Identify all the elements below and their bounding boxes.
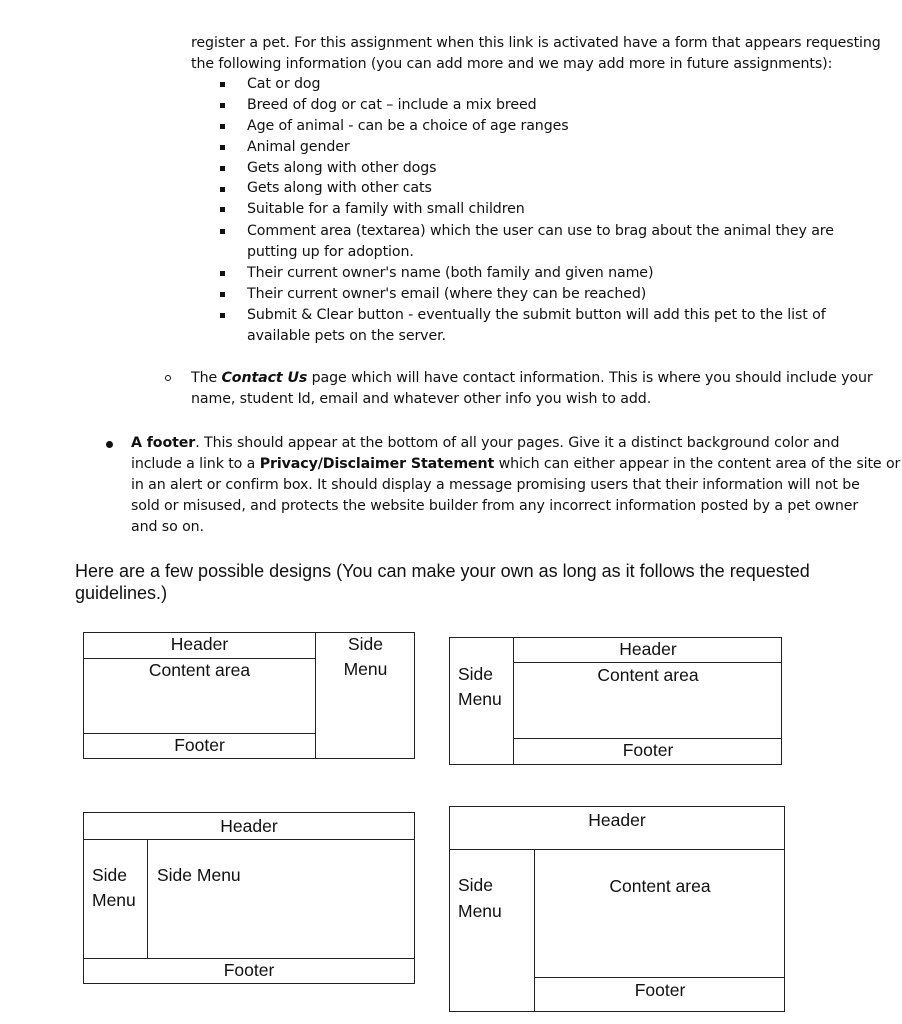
list-item-continuation: available pets on the server. [247, 328, 446, 344]
layout-2-footer-label: Footer [622, 740, 674, 760]
list-item: Suitable for a family with small children [247, 201, 525, 217]
layout-4-content-label: Content area [609, 876, 711, 896]
square-bullet-icon [220, 82, 225, 87]
square-bullet-icon [220, 292, 225, 297]
layout-2-side-label-1: Side [458, 664, 494, 684]
square-bullet-icon [220, 103, 225, 108]
footer-term: A footer [131, 435, 196, 451]
list-item: Their current owner's name (both family and given name) [247, 265, 654, 281]
square-bullet-icon [220, 207, 225, 212]
layout-3-header-label: Header [220, 816, 278, 836]
layout-2-header-label: Header [619, 639, 677, 659]
designs-heading-line-2: guidelines.) [75, 583, 168, 603]
footer-item-line-2: include a link to a Privacy/Disclaimer Statement which can either appear in the content area of the site or [131, 456, 901, 472]
layout-2-side-label-2: Menu [458, 689, 502, 709]
layout-4-header-label: Header [588, 810, 646, 830]
layout-3-right-side-menu-label: Side Menu [157, 865, 241, 885]
layout-1-side-label-1: Side [347, 634, 384, 654]
layout-3-footer-label: Footer [223, 960, 275, 980]
contact-us-line-1: The Contact Us page which will have contact information. This is where you should include your [191, 370, 873, 386]
intro-line-1: register a pet. For this assignment when this link is activated have a form that appears requesting [191, 35, 881, 51]
layout-3-side-label-1: Side [92, 865, 128, 885]
layout-4-side-label-1: Side [458, 875, 494, 895]
designs-heading-line-1: Here are a few possible designs (You can make your own as long as it follows the requested [75, 561, 810, 581]
list-item: Breed of dog or cat – include a mix breed [247, 97, 537, 113]
layout-1-footer-label: Footer [174, 735, 225, 755]
list-item: Cat or dog [247, 76, 321, 92]
contact-us-term: Contact Us [221, 370, 308, 386]
list-item: Their current owner's email (where they can be reached) [247, 286, 647, 302]
square-bullet-icon [220, 229, 225, 234]
list-item: Submit & Clear button - eventually the submit button will add this pet to the list of [247, 307, 826, 323]
list-item: Animal gender [247, 139, 350, 155]
list-item: Gets along with other cats [247, 180, 432, 196]
list-item-continuation: putting up for adoption. [247, 244, 414, 260]
privacy-disclaimer-term: Privacy/Disclaimer Statement [259, 456, 495, 472]
footer-item-line-3: in an alert or confirm box. It should display a message promising users that their information will not be [131, 477, 860, 493]
footer-item-line-4: sold or misused, and protects the website builder from any incorrect information posted by a pet owner [131, 498, 859, 514]
layout-4-side-label-2: Menu [458, 901, 502, 921]
circle-bullet-icon [165, 375, 171, 381]
square-bullet-icon [220, 124, 225, 129]
layout-1-content-label: Content area [148, 660, 251, 680]
disc-bullet-icon [106, 441, 113, 448]
square-bullet-icon [220, 187, 225, 192]
list-item: Comment area (textarea) which the user can use to brag about the animal they are [247, 223, 834, 239]
layout-2-content-label: Content area [597, 665, 699, 685]
square-bullet-icon [220, 166, 225, 171]
list-item: Age of animal - can be a choice of age ranges [247, 118, 569, 134]
layout-1-header-label: Header [170, 634, 229, 654]
square-bullet-icon [220, 145, 225, 150]
footer-item-line-5: and so on. [131, 519, 204, 535]
layout-1-side-label-2: Menu [343, 659, 388, 679]
square-bullet-icon [220, 271, 225, 276]
list-item: Gets along with other dogs [247, 160, 437, 176]
contact-us-line-2: name, student Id, email and whatever other info you wish to add. [191, 391, 652, 407]
footer-item-line-1: A footer. This should appear at the bottom of all your pages. Give it a distinct background color and [131, 435, 840, 451]
intro-line-2: the following information (you can add more and we may add more in future assignments): [191, 56, 833, 72]
layout-3-side-label-2: Menu [92, 890, 136, 910]
layout-4-footer-label: Footer [634, 980, 686, 1000]
square-bullet-icon [220, 313, 225, 318]
